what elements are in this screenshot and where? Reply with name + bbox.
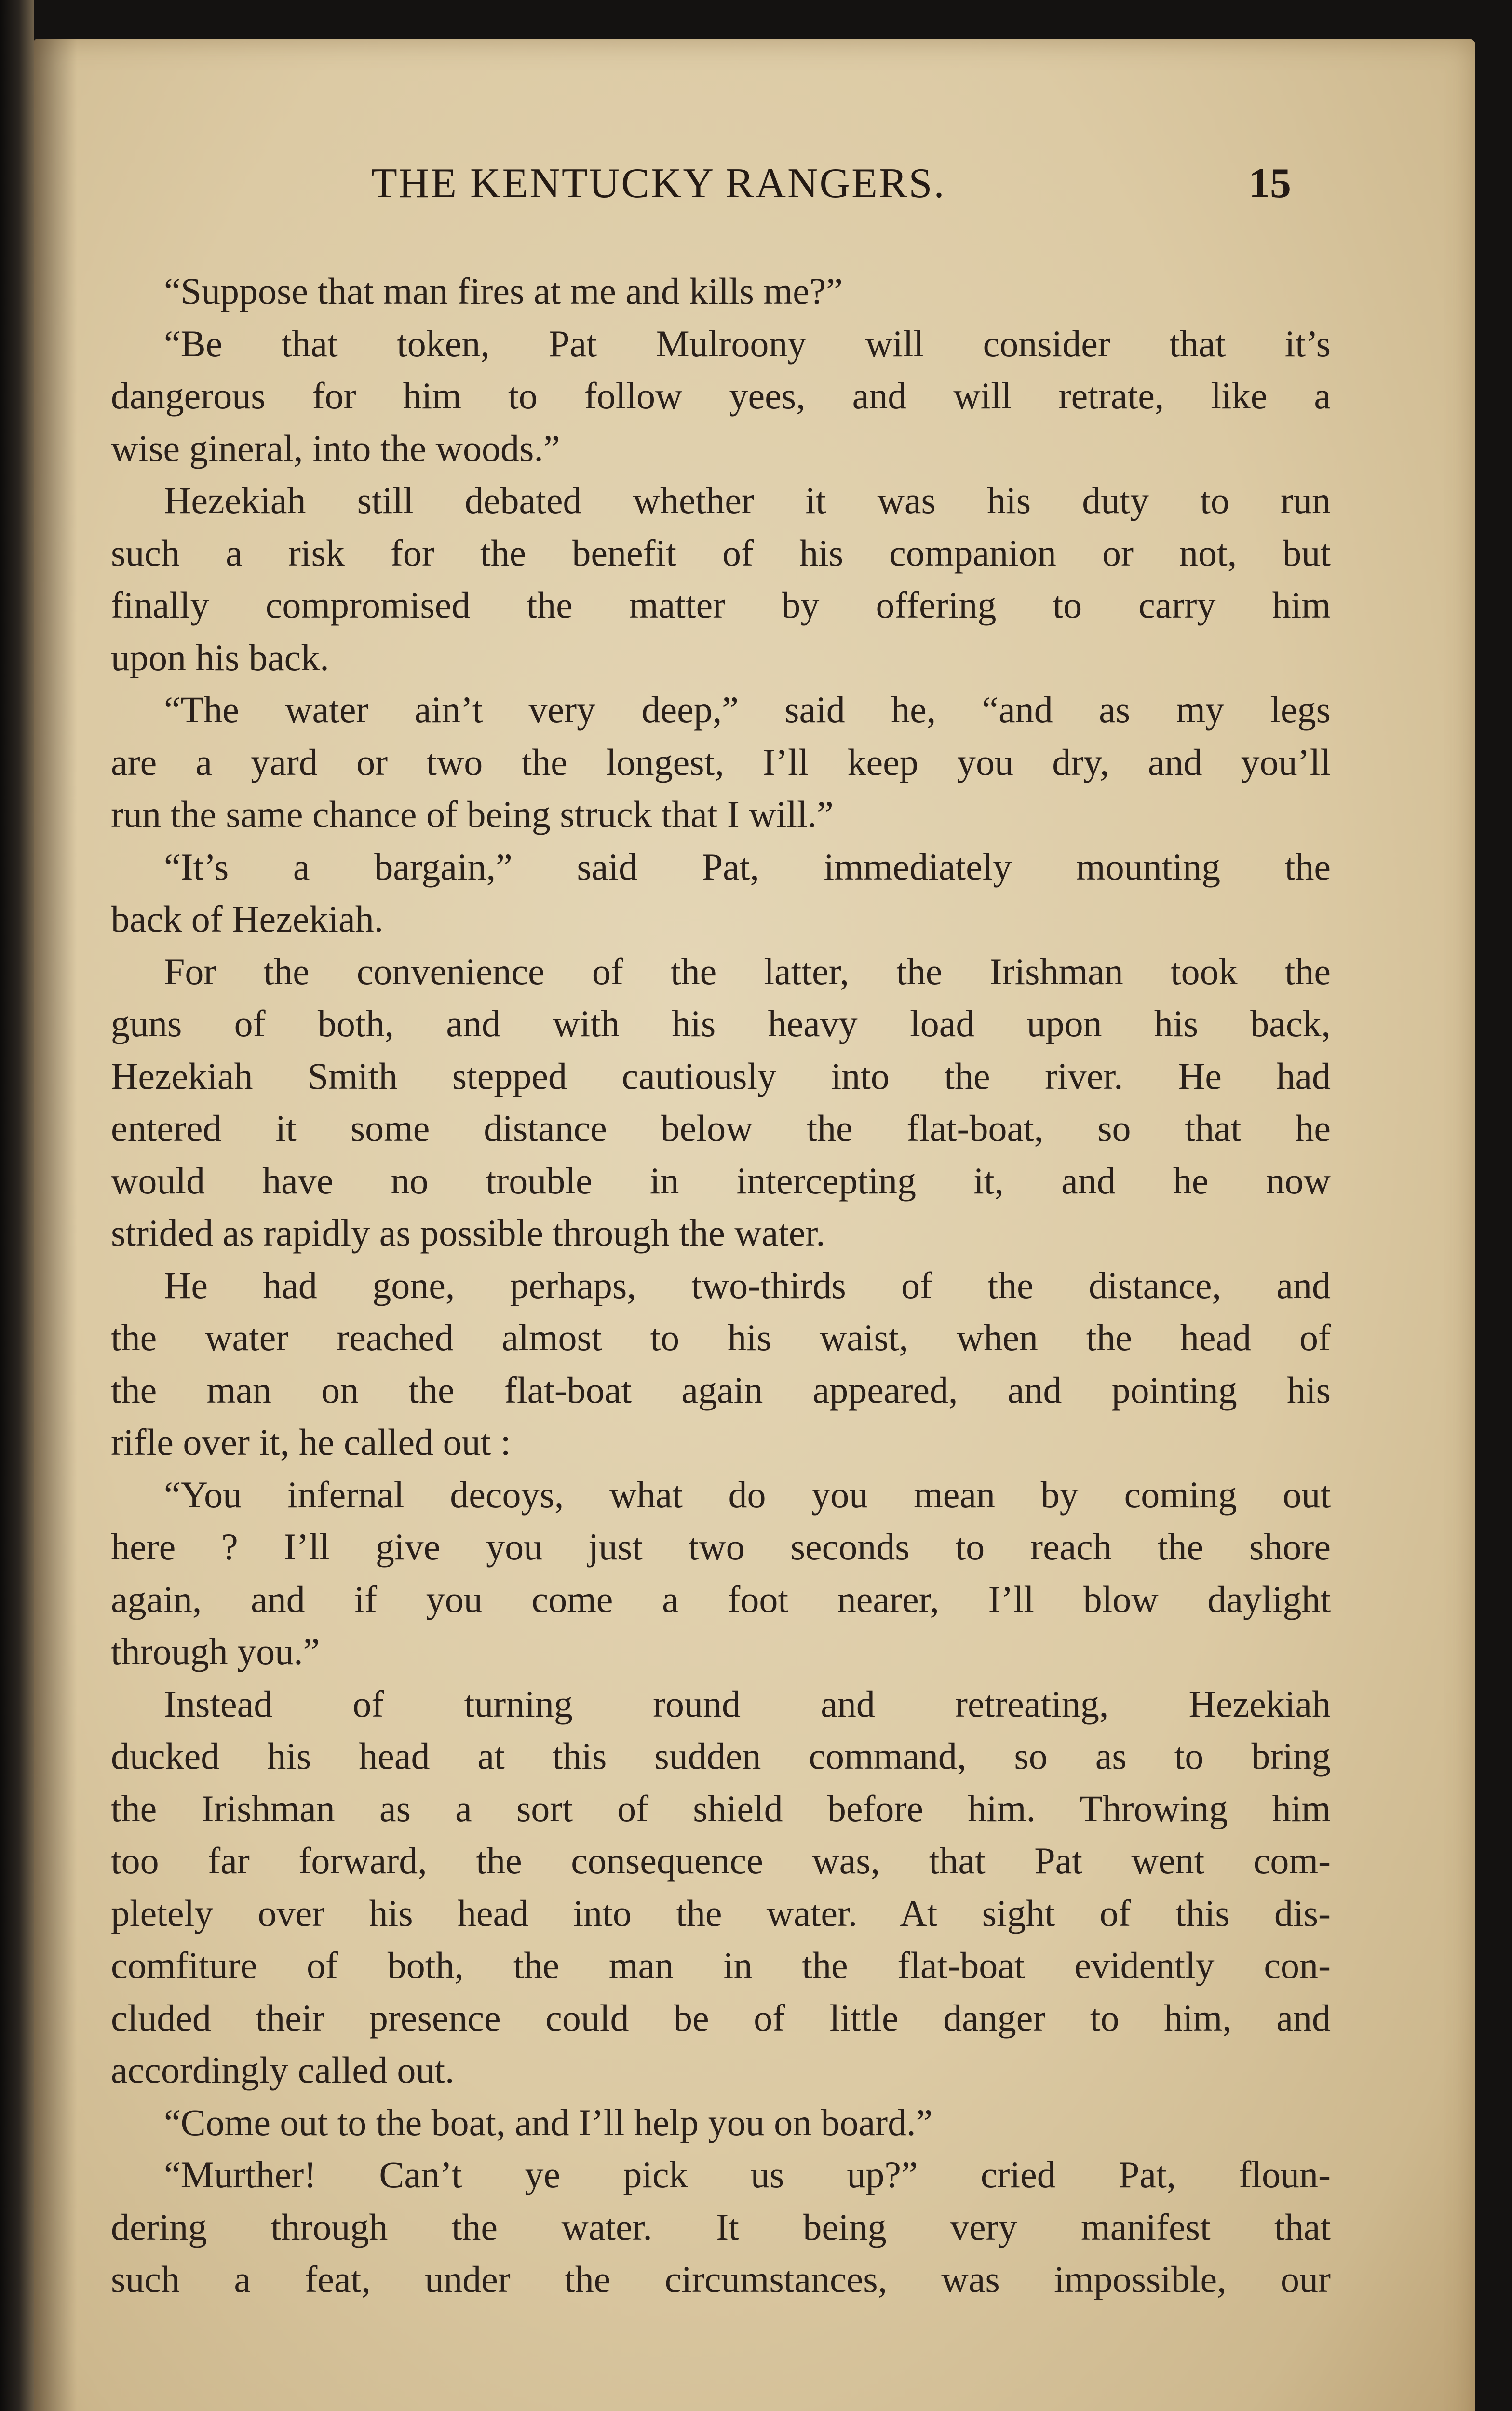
text-line: the Irishman as a sort of shield before him. Throwing him (111, 1787, 1331, 1829)
text-line: guns of both, and with his heavy load upon his back, (111, 1002, 1331, 1044)
text-line: would have no trouble in intercepting it, and he now (111, 1159, 1331, 1202)
text-line: the man on the flat-boat again appeared, and pointing his (111, 1368, 1331, 1411)
text-line: Hezekiah Smith stepped cautiously into the river. He had (111, 1055, 1331, 1097)
page-header (34, 159, 1475, 212)
body-text (111, 265, 1331, 2306)
text-line: “Murther! Can’t ye pick us up?” cried Pat, floun- (164, 2154, 1331, 2195)
text-line: finally compromised the matter by offering to carry him (111, 584, 1331, 626)
book-spine-edge (0, 0, 34, 2411)
text-line: “You infernal decoys, what do you mean by coming out (164, 1473, 1331, 1516)
text-line: are a yard or two the longest, I’ll keep you dry, and you’ll (111, 741, 1331, 783)
page-gutter-shadow (34, 39, 77, 2411)
text-line: dering through the water. It being very manifest that (111, 2206, 1331, 2248)
text-line: again, and if you come a foot nearer, I’ll blow daylight (111, 1578, 1331, 1620)
text-line: entered it some distance below the flat-boat, so that he (111, 1107, 1331, 1149)
text-line: He had gone, perhaps, two-thirds of the distance, and (164, 1264, 1331, 1306)
running-title: THE KENTUCKY RANGERS. (371, 160, 946, 207)
text-line: run the same chance of being struck that I will.” (111, 793, 834, 835)
text-line: upon his back. (111, 636, 329, 678)
text-line: such a risk for the benefit of his companion or not, but (111, 531, 1331, 574)
text-line: such a feat, under the circumstances, was impossible, our (111, 2258, 1331, 2300)
text-line: “It’s a bargain,” said Pat, immediately mounting the (164, 845, 1331, 888)
text-line: For the convenience of the latter, the Irishman took the (164, 950, 1331, 992)
text-line: rifle over it, he called out : (111, 1421, 511, 1463)
text-line: “Suppose that man fires at me and kills me?” (164, 270, 843, 312)
text-line: ducked his head at this sudden command, so as to bring (111, 1735, 1331, 1777)
text-line: the water reached almost to his waist, when the head of (111, 1316, 1331, 1358)
text-line: “Come out to the boat, and I’ll help you on board.” (164, 2101, 933, 2143)
text-line: Instead of turning round and retreating, Hezekiah (164, 1682, 1331, 1725)
text-line: “The water ain’t very deep,” said he, “and as my legs (164, 689, 1331, 731)
text-line: cluded their presence could be of little danger to him, and (111, 1996, 1331, 2039)
text-line: back of Hezekiah. (111, 898, 384, 940)
book-page (34, 39, 1475, 2411)
text-line: accordingly called out. (111, 2049, 455, 2091)
page-number: 15 (1249, 160, 1291, 207)
text-line: “Be that token, Pat Mulroony will consider that it’s (164, 322, 1331, 365)
text-line: dangerous for him to follow yees, and will retrate, like a (111, 375, 1331, 417)
text-line: pletely over his head into the water. At sight of this dis- (111, 1892, 1331, 1934)
text-line: Hezekiah still debated whether it was his duty to run (164, 479, 1331, 521)
text-line: strided as rapidly as possible through the water. (111, 1212, 825, 1254)
text-line: through you.” (111, 1630, 320, 1672)
text-line: here ? I’ll give you just two seconds to reach the shore (111, 1526, 1331, 1568)
text-line: comfiture of both, the man in the flat-boat evidently con- (111, 1944, 1331, 1986)
text-line: wise gineral, into the woods.” (111, 427, 560, 469)
text-line: too far forward, the consequence was, that Pat went com- (111, 1840, 1331, 1882)
